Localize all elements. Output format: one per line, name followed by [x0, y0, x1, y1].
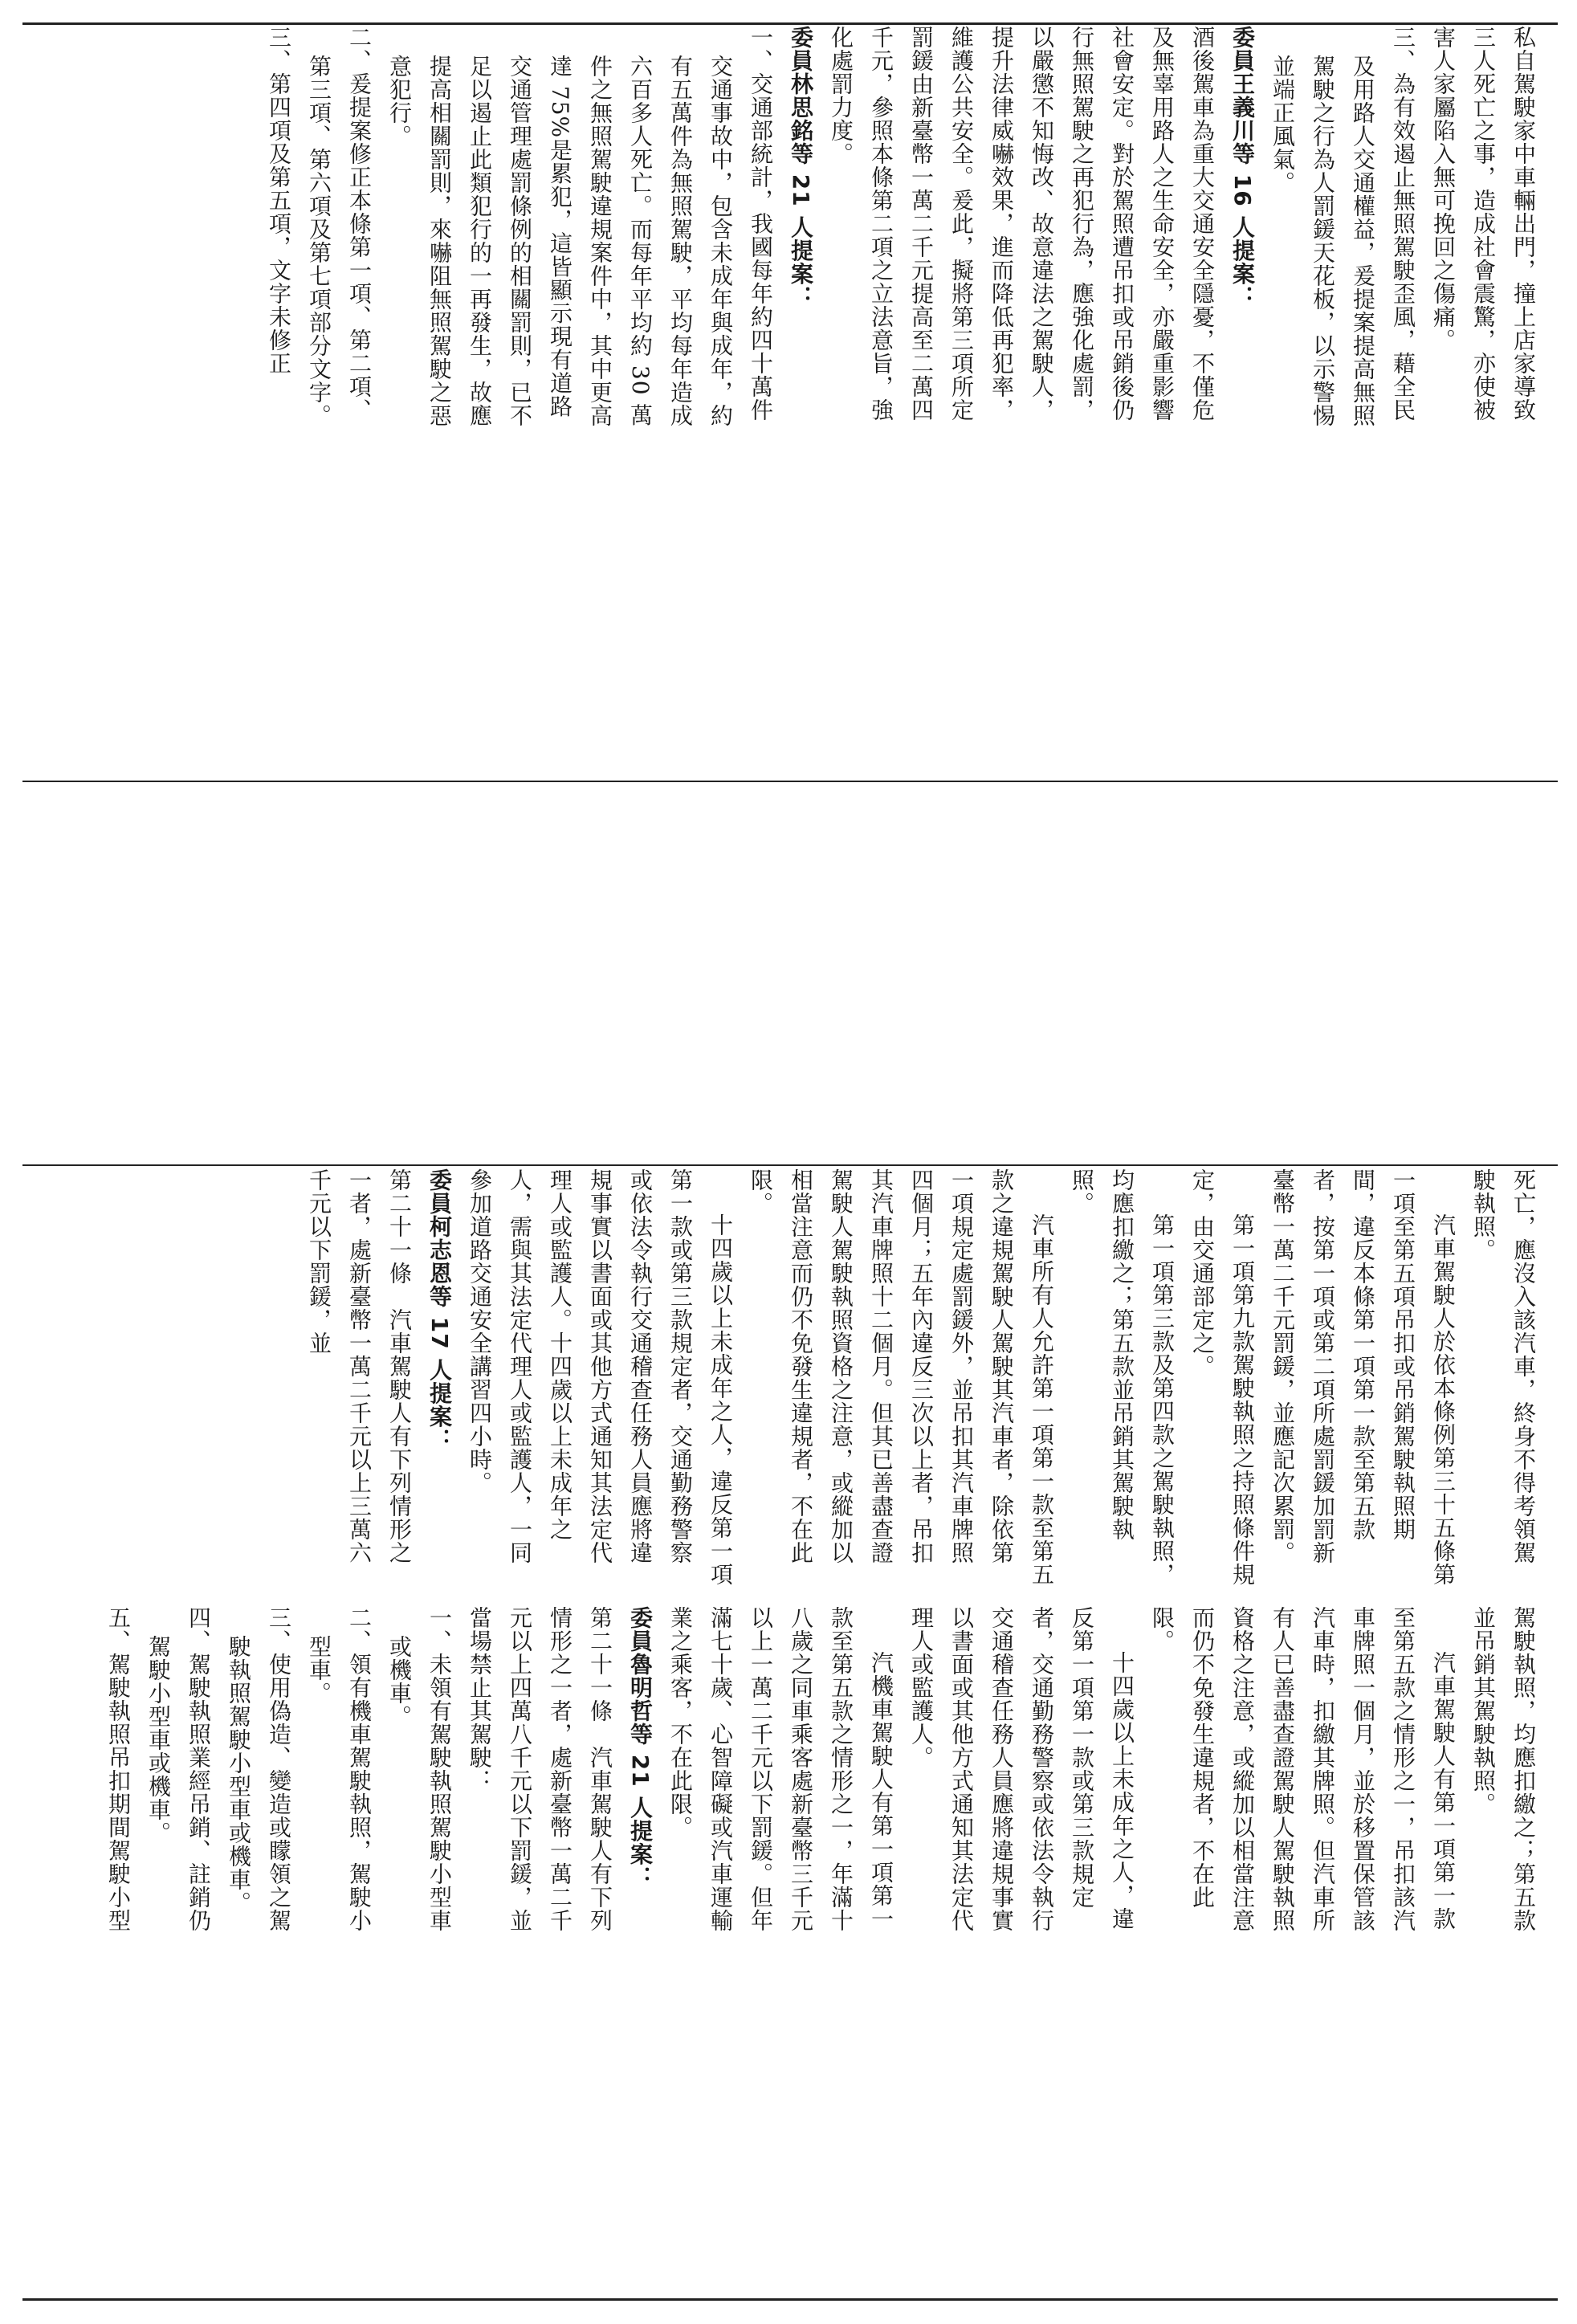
paragraph: 十四歲以上未成年之人，違反第一項第一款或第三款規定者，交通勤務警察或依法令執行交通稽查任務人員應將違規事實以書面或其他方式通知其法定代理人或監護人。 — [908, 1606, 1135, 1932]
list-item: 一、交通部統計，我國每年約四十萬件交通事故中，包含未成年與成年，約有五萬件為無照駕駛，平均每年造成六百多人死亡。而每年平均約 30 萬件之無照駕駛違規案件中，其中更高達 75%是累犯，這皆顯示現有道路交通管理處罰條例的相關罰則，已不足以遏止此類犯行的一再發生，故應提高相關罰則，來嚇阻無照駕駛之惡意犯行。 — [386, 26, 774, 428]
paragraph: 汽車駕駛人於依本條例第三十五條第一項至第五項吊扣或吊銷駕駛執照期間，違反本條第一項第一款至第五款者，按第一項或第二項所處罰鍰加罰新臺幣一萬二千元罰鍰，並應記次累罰。 — [1269, 1168, 1457, 1586]
list-item: 三、為有效遏止無照駕駛歪風，藉全民及用路人交通權益，爰提案提高無照駕駛之行為人罰鍰天花板，以示警惕並端正風氣。 — [1269, 26, 1416, 428]
list-item: 三、第四項及第五項，文字未修正 — [266, 26, 292, 375]
list-item: 四、駕駛執照業經吊銷、註銷仍駕駛小型車或機車。 — [145, 1606, 212, 1932]
proposal-heading: 委員王義川等 16 人提案： — [1229, 26, 1256, 309]
paragraph: 酒後駕車為重大交通安全隱憂，不僅危及無辜用路人之生命安全，亦嚴重影響社會安定。對於駕照遭吊扣或吊銷後仍行無照駕駛之再犯行為，應強化處罰，以嚴懲不知悔改、故意違法之駕駛人，提升法律威嚇效果，進而降低再犯率，維護公共安全。爰此，擬將第三項所定罰鍰由新臺幣一萬二千元提高至二萬四千元，參照本條第二項之立法意旨，強化處罰力度。 — [828, 26, 1216, 422]
paragraph: 汽機車駕駛人有第一項第一款至第五款之情形之一，年滿十八歲之同車乘客處新臺幣三千元以上一萬二千元以下罰鍰。但年滿七十歲、心智障礙或汽車運輸業之乘客，不在此限。 — [667, 1606, 894, 1932]
bottom-rule — [22, 2298, 1558, 2301]
list-item: 五、駕駛執照吊扣期間駕駛小型 — [105, 1606, 132, 1932]
proposal-heading: 委員柯志恩等 17 人提案： — [426, 1168, 453, 1452]
paragraph: 第二十一條 汽車駕駛人有下列情形之一者，處新臺幣一萬二千元以上三萬六千元以下罰鍰，並 — [306, 1168, 413, 1564]
list-item: 二、領有機車駕駛執照，駕駛小型車。 — [306, 1606, 373, 1932]
paragraph: 汽車駕駛人有第一項第一款至第五款之情形之一，吊扣該汽車牌照一個月，並於移置保管該汽車時，扣繳其牌照。但汽車所有人已善盡查證駕駛人駕駛執照資格之注意，或縱加以相當注意而仍不免發生違規者，不在此限。 — [1149, 1606, 1457, 1932]
list-item: 一、未領有駕駛執照駕駛小型車或機車。 — [386, 1606, 453, 1932]
paragraph: 汽車所有人允許第一項第一款至第五款之違規駕駛人駕駛其汽車者，除依第一項規定處罰鍰外，並吊扣其汽車牌照四個月；五年內違反三次以上者，吊扣其汽車牌照十二個月。但其已善盡查證駕駛人駕駛執照資格之注意，或縱加以相當注意而仍不免發生違規者，不在此限。 — [748, 1168, 1055, 1586]
paragraph: 十四歲以上未成年之人，違反第一項第一款或第三款規定者，交通勤務警察或依法令執行交通稽查任務人員應將違規事實以書面或其他方式通知其法定代理人或監護人。十四歲以上未成年之人，需與其法定代理人或監護人，一同參加道路交通安全講習四小時。 — [467, 1168, 734, 1586]
middle-rule — [22, 781, 1558, 782]
paragraph: 私自駕駛家中車輛出門，撞上店家導致三人死亡之事，造成社會震驚，亦使被害人家屬陷入無可挽回之傷痛。 — [1430, 26, 1537, 422]
section-rule — [22, 1164, 1558, 1166]
top-rule-right — [22, 22, 1558, 25]
lower-text-column — [26, 1606, 1543, 1935]
proposal-heading: 委員林思銘等 21 人提案： — [788, 26, 814, 309]
proposal-heading: 委員魯明哲等 21 人提案： — [627, 1606, 654, 1890]
paragraph: 死亡，應沒入該汽車，終身不得考領駕駛執照。 — [1470, 1168, 1537, 1564]
middle-text-column — [26, 1168, 1543, 1586]
list-item: 三、使用偽造、變造或矇領之駕駛執照駕駛小型車或機車。 — [226, 1606, 292, 1932]
paragraph: 駕駛執照，均應扣繳之；第五款並吊銷其駕駛執照。 — [1470, 1606, 1537, 1932]
paragraph: 第一項第九款駕駛執照之持照條件規定，由交通部定之。 — [1189, 1168, 1256, 1586]
paragraph: 第二十一條 汽車駕駛人有下列情形之一者，處新臺幣一萬二千元以上四萬八千元以下罰鍰，並當場禁止其駕駛： — [467, 1606, 613, 1932]
list-item: 二、爰提案修正本條第一項、第二項、第三項、第六項及第七項部分文字。 — [306, 26, 373, 428]
paragraph: 第一項第三款及第四款之駕駛執照，均應扣繳之；第五款並吊銷其駕駛執照。 — [1069, 1168, 1176, 1586]
upper-text-panel — [26, 26, 1543, 437]
